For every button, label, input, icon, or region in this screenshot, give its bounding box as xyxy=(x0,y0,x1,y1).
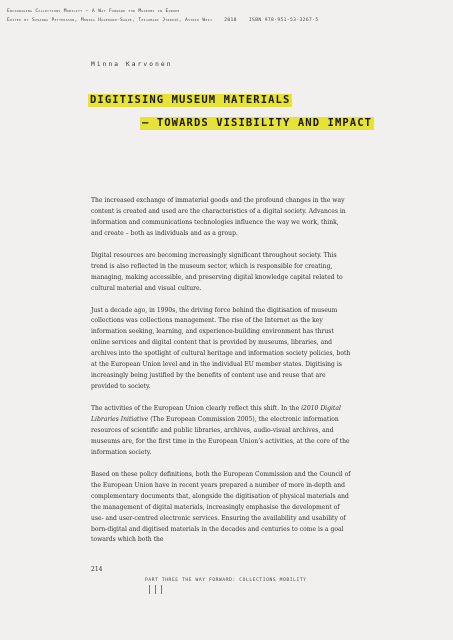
body-text xyxy=(91,196,351,557)
paragraph-2: Digital resources are becoming increasingly significant throughout society. This trend is also reflected in the museum sector, which is responsible for creating, managing, making accessible, and preserving digital knowledge capital related to cultural material and visual culture. xyxy=(91,251,343,292)
marker-bar xyxy=(149,585,150,594)
marker-bar xyxy=(155,585,156,594)
year: 2010 xyxy=(224,18,237,23)
section-footer: PART THREE THE WAY FORWARD: COLLECTIONS MOBILITY xyxy=(145,578,307,583)
book-title: Encouraging Collections Mobility – A Way Forward for Museums in Europe xyxy=(7,9,180,14)
paragraph-4 xyxy=(91,404,351,459)
paragraph-4-start: The activities of the European Union clearly reflect this shift. In the xyxy=(91,405,302,413)
author-name: Minna Karvonen xyxy=(91,61,173,68)
running-header xyxy=(7,7,447,25)
title-line-1: DIGITISING MUSEUM MATERIALS xyxy=(90,94,291,106)
paragraph-4-end: (The European Commission 2005), the electronic information resources of scientific and public libraries, archives, audio-visual archives, and museums are, for the first time in the European Union’s activities, at the core of the information society. xyxy=(91,416,350,456)
paragraph-3: Just a decade ago, in 1990s, the driving force behind the digitisation of museum collections was collections management. The rise of the Internet as the key information seeking, learning, and experience-building environment has thrust online services and digital content that is provided by museums, libraries, and archives into the spotlight of cultural heritage and information society policies, both at the European Union level and in the individual EU member states. Digitising is increasingly being justified by the benefits of content use and reuse that are provided to society. xyxy=(91,306,351,391)
initiative-title: i2010 Digital Libraries Initiative xyxy=(91,405,341,424)
paragraph-5: Based on these policy definitions, both the European Commission and the Council of the European Union have in recent years prepared a number of more in-depth and complementary documents that, alongside the digitisation of physical materials and the management of digital materials, increasingly emphasise the development of use- and user-centred electronic services. Ensuring the availability and usability of born-digital and digitised materials in the decades and centuries to come is a goal towards which both the xyxy=(91,470,351,544)
editors: Edited by Susanna Pettersson, Monika Hagedorn-Saupe, Teijamari Jyrkkiö, Astrid Weij xyxy=(7,18,213,23)
paragraph-1: The increased exchange of immaterial goods and the profound changes in the way content is created and used are the characteristics of a digital society. Advances in information and communications technologies influence the way we work, think, and create – both as individuals and as a group. xyxy=(91,197,346,237)
header-editors-row xyxy=(7,16,447,25)
marker-bar xyxy=(161,585,162,594)
page-number: 214 xyxy=(91,566,103,573)
isbn: ISBN 978-951-53-3267-5 xyxy=(248,18,319,23)
title-line-2: – TOWARDS VISIBILITY AND IMPACT xyxy=(142,117,373,129)
